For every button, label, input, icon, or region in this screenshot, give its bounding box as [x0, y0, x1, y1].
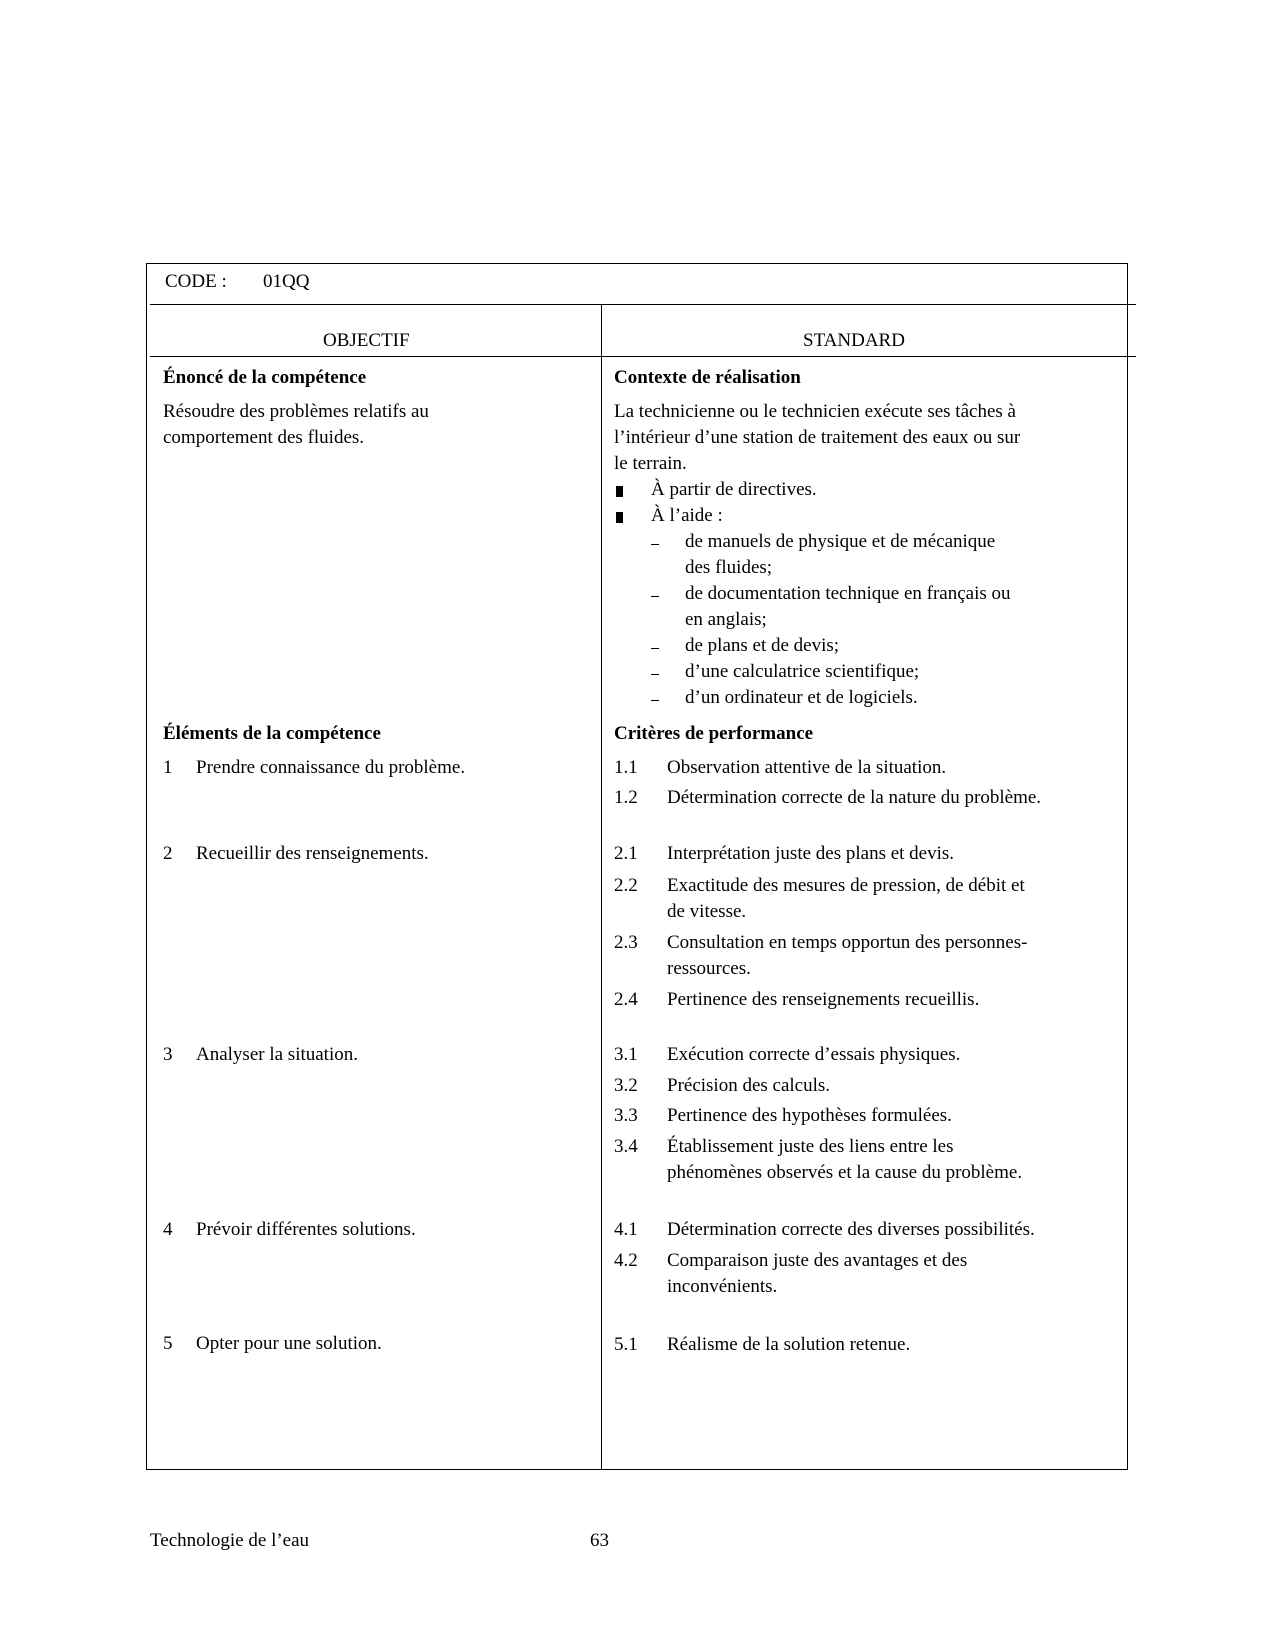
dash-icon	[651, 544, 659, 545]
element-text: Analyser la situation.	[196, 1044, 358, 1065]
element-number: 5	[163, 1333, 173, 1354]
critere-text: Consultation en temps opportun des personnes-	[667, 932, 1028, 953]
header-divider	[150, 304, 1136, 305]
dash-icon	[651, 674, 659, 675]
column-separator	[601, 305, 602, 1470]
contexte-line: La technicienne ou le technicien exécute ses tâches à	[614, 401, 1016, 422]
critere-text: Interprétation juste des plans et devis.	[667, 843, 955, 864]
critere-number: 4.1	[614, 1219, 638, 1240]
critere-text: ressources.	[667, 958, 751, 979]
critere-number: 5.1	[614, 1334, 638, 1355]
critere-text: de vitesse.	[667, 901, 747, 922]
contexte-bullet: À partir de directives.	[651, 479, 817, 500]
critere-number: 3.4	[614, 1136, 638, 1157]
dash-icon	[651, 596, 659, 597]
contexte-sub-item: d’une calculatrice scientifique;	[685, 661, 920, 682]
element-text: Opter pour une solution.	[196, 1333, 382, 1354]
critere-number: 3.1	[614, 1044, 638, 1065]
critere-text: phénomènes observés et la cause du problème.	[667, 1162, 1023, 1183]
critere-text: Exactitude des mesures de pression, de débit et	[667, 875, 1025, 896]
bullet-icon	[616, 512, 623, 523]
page-number: 63	[590, 1530, 609, 1551]
critere-number: 3.2	[614, 1075, 638, 1096]
contexte-sub-item: d’un ordinateur et de logiciels.	[685, 687, 918, 708]
contexte-line: le terrain.	[614, 453, 687, 474]
elements-title: Éléments de la compétence	[163, 723, 381, 744]
criteres-title: Critères de performance	[614, 723, 814, 744]
enonce-line: comportement des fluides.	[163, 427, 365, 448]
critere-text: Comparaison juste des avantages et des	[667, 1250, 968, 1271]
critere-number: 1.1	[614, 757, 638, 778]
critere-number: 4.2	[614, 1250, 638, 1271]
element-number: 4	[163, 1219, 173, 1240]
contexte-sub-item: de manuels de physique et de mécanique	[685, 531, 996, 552]
element-text: Prévoir différentes solutions.	[196, 1219, 416, 1240]
column-heading-objectif: OBJECTIF	[323, 330, 410, 351]
column-heading-standard: STANDARD	[803, 330, 905, 351]
footer-title: Technologie de l’eau	[150, 1530, 310, 1551]
contexte-sub-item: en anglais;	[685, 609, 767, 630]
code-value: 01QQ	[263, 271, 310, 292]
contexte-title: Contexte de réalisation	[614, 367, 801, 388]
contexte-sub-item: de documentation technique en français ou	[685, 583, 1011, 604]
element-number: 1	[163, 757, 173, 778]
bullet-icon	[616, 486, 623, 497]
critere-text: Observation attentive de la situation.	[667, 757, 947, 778]
critere-text: Pertinence des hypothèses formulées.	[667, 1105, 952, 1126]
critere-number: 3.3	[614, 1105, 638, 1126]
element-number: 2	[163, 843, 173, 864]
columns-divider	[150, 356, 1136, 357]
critere-number: 2.3	[614, 932, 638, 953]
critere-text: inconvénients.	[667, 1276, 778, 1297]
element-text: Recueillir des renseignements.	[196, 843, 429, 864]
contexte-bullet: À l’aide :	[651, 505, 723, 526]
contexte-line: l’intérieur d’une station de traitement des eaux ou sur	[614, 427, 1021, 448]
critere-number: 2.1	[614, 843, 638, 864]
dash-icon	[651, 700, 659, 701]
enonce-title: Énoncé de la compétence	[163, 367, 367, 388]
element-number: 3	[163, 1044, 173, 1065]
critere-number: 2.2	[614, 875, 638, 896]
enonce-line: Résoudre des problèmes relatifs au	[163, 401, 429, 422]
critere-text: Détermination correcte des diverses possibilités.	[667, 1219, 1035, 1240]
critere-number: 1.2	[614, 787, 638, 808]
critere-text: Exécution correcte d’essais physiques.	[667, 1044, 961, 1065]
contexte-sub-item: des fluides;	[685, 557, 773, 578]
critere-text: Détermination correcte de la nature du problème.	[667, 787, 1042, 808]
critere-number: 2.4	[614, 989, 638, 1010]
dash-icon	[651, 648, 659, 649]
critere-text: Précision des calculs.	[667, 1075, 831, 1096]
critere-text: Réalisme de la solution retenue.	[667, 1334, 911, 1355]
critere-text: Établissement juste des liens entre les	[667, 1136, 954, 1157]
contexte-sub-item: de plans et de devis;	[685, 635, 840, 656]
element-text: Prendre connaissance du problème.	[196, 757, 466, 778]
critere-text: Pertinence des renseignements recueillis.	[667, 989, 980, 1010]
code-label: CODE :	[165, 271, 227, 292]
